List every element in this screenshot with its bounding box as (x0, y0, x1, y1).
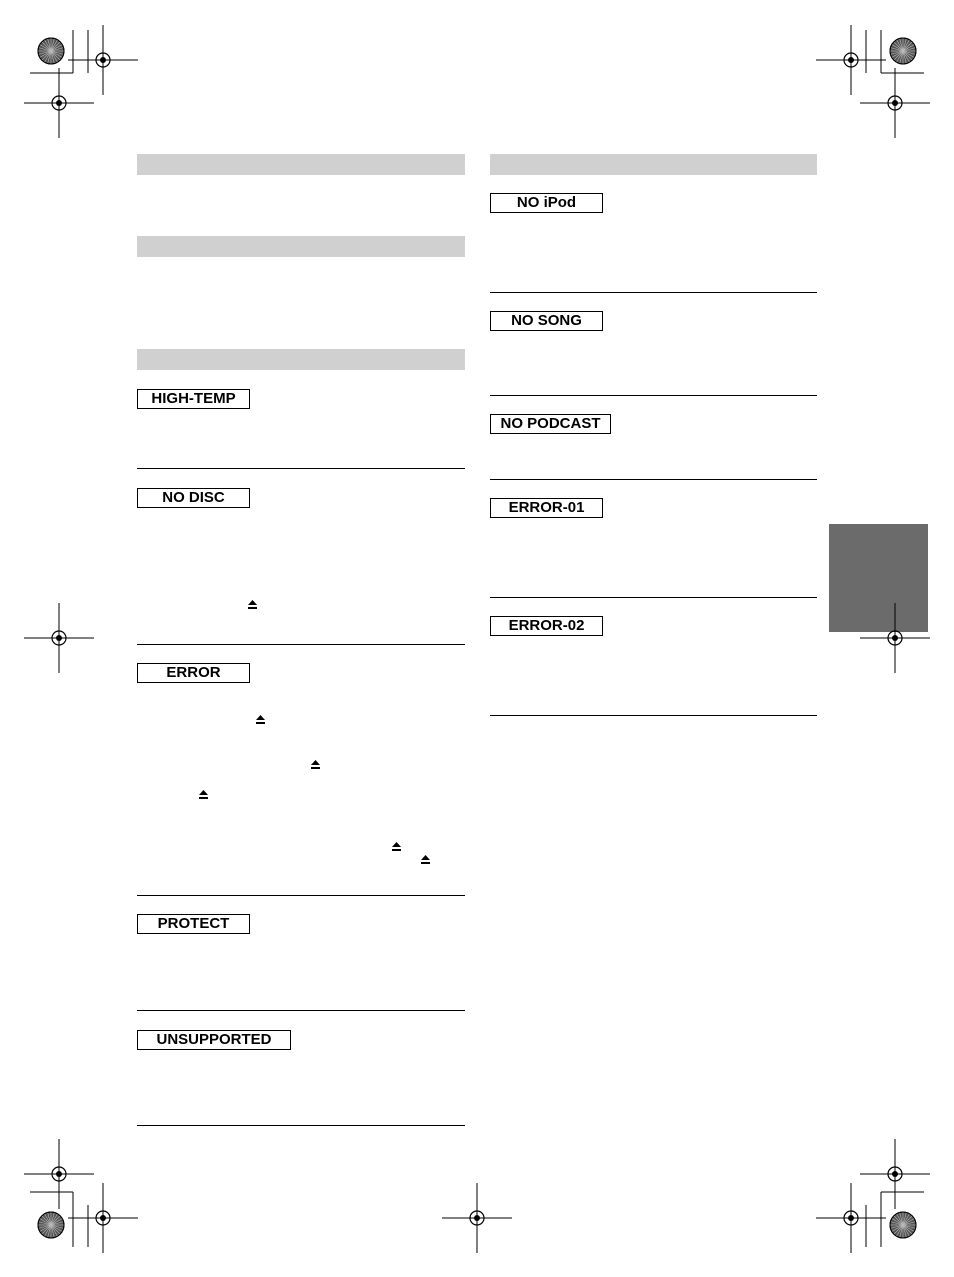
message-label-error-01: ERROR-01 (490, 498, 603, 518)
crosshair-registration-icon (816, 1183, 886, 1253)
crosshair-registration-icon (860, 68, 930, 138)
crosshair-registration-icon (816, 25, 886, 95)
message-label-unsupported: UNSUPPORTED (137, 1030, 291, 1050)
message-label-high-temp: HIGH-TEMP (137, 389, 250, 409)
crosshair-registration-icon (24, 68, 94, 138)
starburst-target-icon (38, 1212, 64, 1238)
starburst-target-icon (890, 1212, 916, 1238)
message-label-protect: PROTECT (137, 914, 250, 934)
message-label-no-podcast: NO PODCAST (490, 414, 611, 434)
crosshair-registration-icon (24, 1139, 94, 1209)
message-label-error-02: ERROR-02 (490, 616, 603, 636)
starburst-target-icon (38, 38, 64, 64)
crosshair-registration-icon (860, 603, 930, 673)
crosshair-registration-icon (442, 1183, 512, 1253)
crosshair-registration-icon (68, 25, 138, 95)
message-label-no-disc: NO DISC (137, 488, 250, 508)
crosshair-registration-icon (24, 603, 94, 673)
message-label-no-ipod: NO iPod (490, 193, 603, 213)
message-label-error: ERROR (137, 663, 250, 683)
starburst-target-icon (890, 38, 916, 64)
crosshair-registration-icon (68, 1183, 138, 1253)
crosshair-registration-icon (860, 1139, 930, 1209)
message-label-no-song: NO SONG (490, 311, 603, 331)
